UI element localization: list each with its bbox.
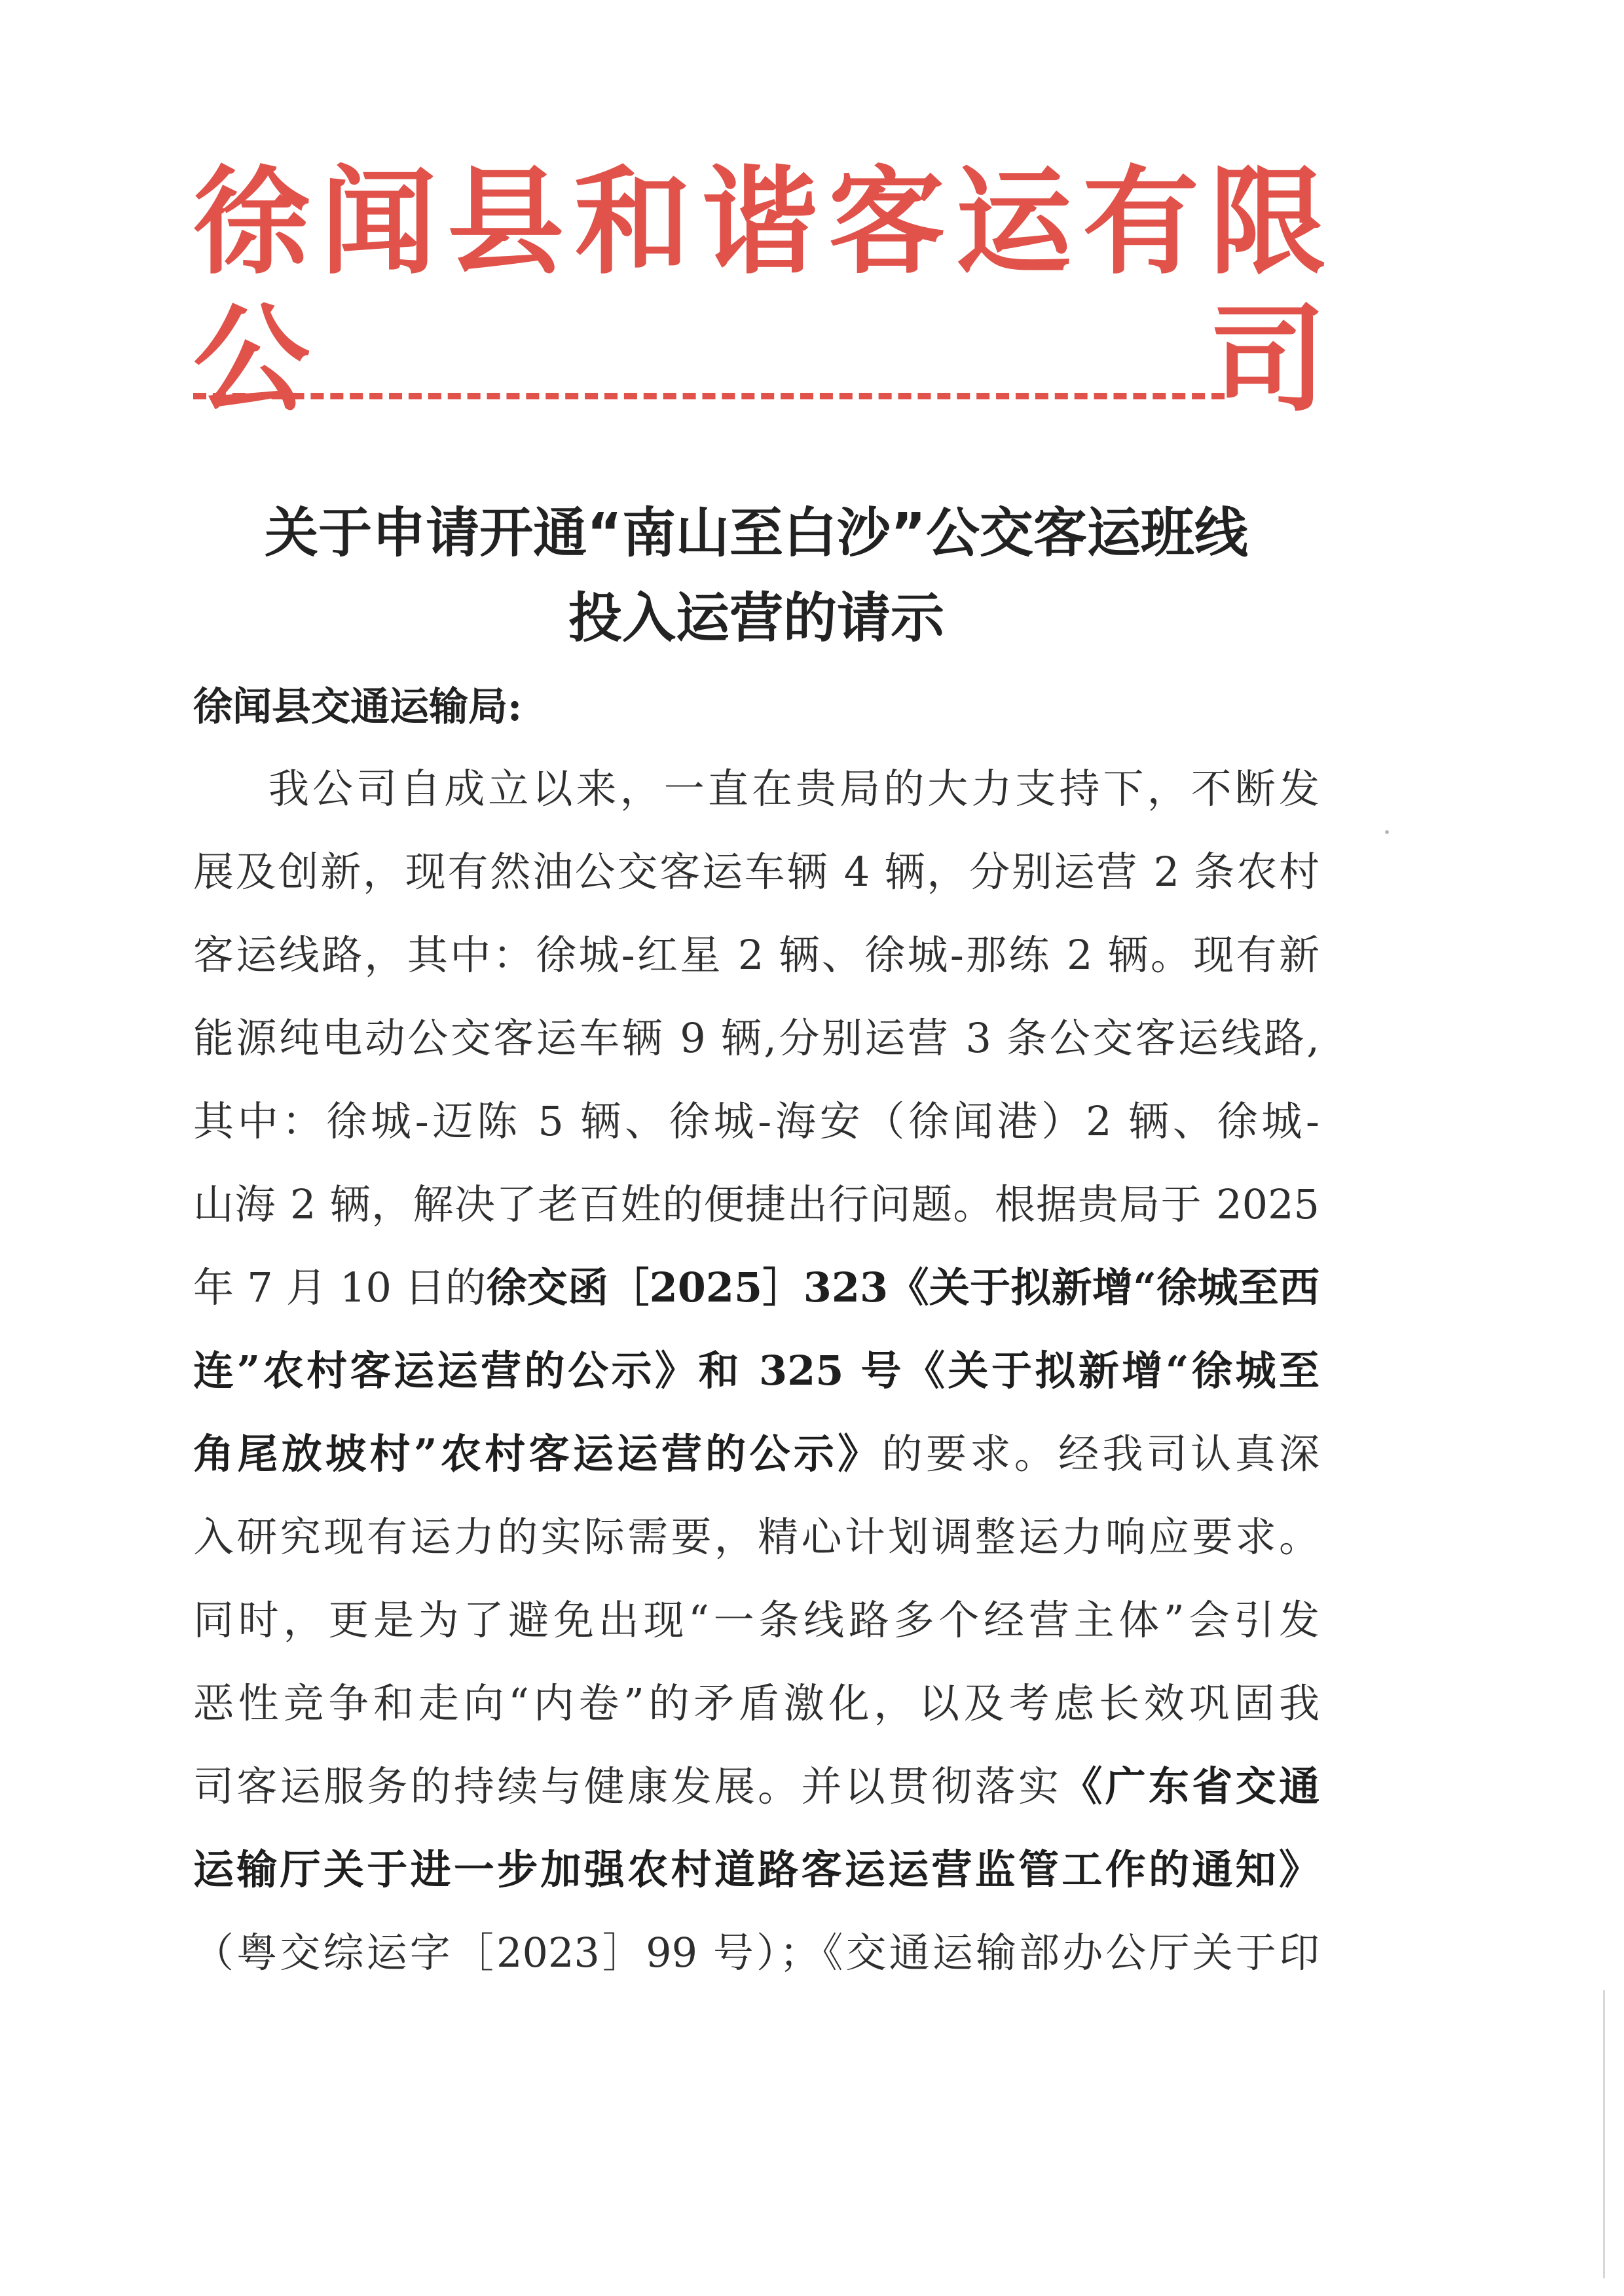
body-line-9 [193, 1415, 1320, 1493]
body-line-7-date: 年 7 月 10 日的 [193, 1264, 487, 1311]
addressee: 徐闻县交通运输局: [193, 684, 523, 730]
document-title-line-2: 投入运营的请示 [568, 587, 944, 649]
scan-speck [1385, 830, 1389, 834]
body-line-13-text: 司客运服务的持续与健康发展。并以贯彻落实 [193, 1762, 1062, 1810]
body-line-11: 同时，更是为了避免出现“一条线路多个经营主体”会引发 [193, 1596, 1320, 1644]
company-letterhead: 徐闻县和谐客运有限公司 [193, 155, 1326, 428]
body-line-10: 入研究现有运力的实际需要，精心计划调整运力响应要求。 [193, 1513, 1320, 1561]
body-line-15: （粤交综运字［2023］99 号）；《交通运输部办公厅关于印 [193, 1929, 1320, 1977]
letterhead-divider [193, 393, 1225, 399]
body-line-14: 运输厅关于进一步加强农村道路客运运营监管工作的通知》 [193, 1846, 1320, 1893]
scan-edge-mark [1603, 1990, 1605, 2278]
body-line-2: 展及创新，现有然油公交客运车辆 4 辆，分别运营 2 条农村 [193, 848, 1320, 896]
body-line-7-reference: 徐交函［2025］323《关于拟新增“徐城至西 [486, 1264, 1320, 1311]
body-line-7 [193, 1248, 1320, 1327]
body-line-5: 其中：徐城-迈陈 5 辆、徐城-海安（徐闻港）2 辆、徐城- [193, 1097, 1320, 1145]
document-title-line-1: 关于申请开通“南山至白沙”公交客运班线 [265, 502, 1248, 564]
body-line-4: 能源纯电动公交客运车辆 9 辆,分别运营 3 条公交客运线路, [193, 1014, 1320, 1062]
body-line-3: 客运线路，其中：徐城-红星 2 辆、徐城-那练 2 辆。现有新 [193, 931, 1320, 979]
body-line-9-reference: 角尾放坡村”农村客运运营的公示》 [193, 1430, 882, 1478]
body-line-6: 山海 2 辆，解决了老百姓的便捷出行问题。根据贵局于 2025 [193, 1180, 1320, 1228]
body-line-9-text: 的要求。经我司认真深 [881, 1430, 1320, 1478]
body-line-13 [193, 1747, 1320, 1826]
body-line-1: 我公司自成立以来，一直在贵局的大力支持下，不断发 [268, 765, 1320, 812]
body-line-8: 连”农村客运运营的公示》和 325 号《关于拟新增“徐城至 [193, 1347, 1320, 1394]
body-line-13-reference: 《广东省交通 [1061, 1762, 1320, 1810]
body-line-12: 恶性竞争和走向“内卷”的矛盾激化，以及考虑长效巩固我 [193, 1679, 1320, 1727]
